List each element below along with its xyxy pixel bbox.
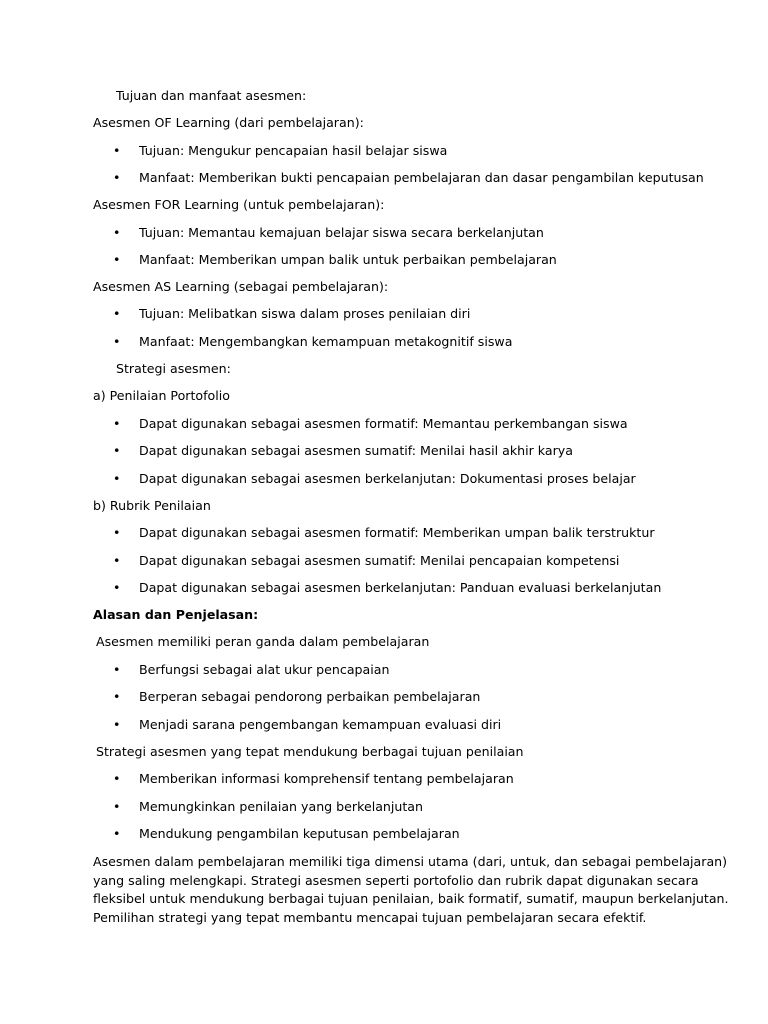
- list-item-text: Menjadi sarana pengembangan kemampuan evaluasi diri: [139, 717, 502, 732]
- paragraph-line: yang saling melengkapi. Strategi asesmen seperti portofolio dan rubrik dapat digunakan secara: [93, 872, 699, 888]
- bullet-icon: •: [113, 525, 121, 540]
- list-item-text: Dapat digunakan sebagai asesmen sumatif: Menilai pencapaian kompetensi: [139, 553, 620, 568]
- closing-paragraph: [93, 853, 729, 927]
- bullet-icon: •: [113, 826, 121, 841]
- bullet-icon: •: [113, 717, 121, 732]
- list-item-text: Manfaat: Memberikan umpan balik untuk perbaikan pembelajaran: [139, 252, 557, 267]
- section-title-portfolio: a) Penilaian Portofolio: [93, 388, 230, 403]
- bullet-icon: •: [113, 689, 121, 704]
- section-title-as-learning: Asesmen AS Learning (sebagai pembelajaran):: [93, 279, 389, 294]
- bullet-icon: •: [113, 170, 121, 185]
- support-title: Strategi asesmen yang tepat mendukung berbagai tujuan penilaian: [96, 744, 524, 759]
- list-item-text: Berfungsi sebagai alat ukur pencapaian: [139, 662, 390, 677]
- bullet-icon: •: [113, 306, 121, 321]
- bullet-icon: •: [113, 553, 121, 568]
- list-item-text: Memberikan informasi komprehensif tentang pembelajaran: [139, 771, 514, 786]
- list-item-text: Dapat digunakan sebagai asesmen formatif: Memantau perkembangan siswa: [139, 416, 628, 431]
- section-title-of-learning: Asesmen OF Learning (dari pembelajaran):: [93, 115, 364, 130]
- paragraph-line: fleksibel untuk mendukung berbagai tujuan penilaian, baik formatif, sumatif, maupun berkelanjutan.: [93, 891, 729, 906]
- list-item-text: Memungkinkan penilaian yang berkelanjutan: [139, 799, 424, 814]
- list-item-text: Berperan sebagai pendorong perbaikan pembelajaran: [139, 689, 481, 704]
- bullet-icon: •: [113, 771, 121, 786]
- bullet-icon: •: [113, 416, 121, 431]
- list-item-text: Dapat digunakan sebagai asesmen berkelanjutan: Panduan evaluasi berkelanjutan: [139, 580, 662, 595]
- heading-strategy: Strategi asesmen:: [116, 361, 231, 376]
- bullet-icon: •: [113, 252, 121, 267]
- bullet-icon: •: [113, 799, 121, 814]
- bullet-icon: •: [113, 580, 121, 595]
- bullet-icon: •: [113, 334, 121, 349]
- bullet-icon: •: [113, 225, 121, 240]
- bullet-icon: •: [113, 443, 121, 458]
- list-item-text: Mendukung pengambilan keputusan pembelajaran: [139, 826, 460, 841]
- list-item-text: Dapat digunakan sebagai asesmen sumatif: Menilai hasil akhir karya: [139, 443, 573, 458]
- list-item-text: Tujuan: Melibatkan siswa dalam proses penilaian diri: [139, 306, 471, 321]
- bullet-icon: •: [113, 471, 121, 486]
- paragraph-line: Asesmen dalam pembelajaran memiliki tiga dimensi utama (dari, untuk, dan sebagai pembelajaran): [93, 854, 728, 869]
- section-title-for-learning: Asesmen FOR Learning (untuk pembelajaran):: [93, 197, 385, 212]
- list-item-text: Dapat digunakan sebagai asesmen formatif: Memberikan umpan balik terstruktur: [139, 525, 655, 540]
- bullet-icon: •: [113, 662, 121, 677]
- reasons-heading: Alasan dan Penjelasan:: [93, 607, 259, 622]
- bullet-icon: •: [113, 143, 121, 158]
- heading-goals: Tujuan dan manfaat asesmen:: [116, 88, 307, 103]
- section-title-rubric: b) Rubrik Penilaian: [93, 498, 211, 513]
- list-item-text: Tujuan: Mengukur pencapaian hasil belajar siswa: [139, 143, 448, 158]
- list-item-text: Dapat digunakan sebagai asesmen berkelanjutan: Dokumentasi proses belajar: [139, 471, 636, 486]
- list-item-text: Tujuan: Memantau kemajuan belajar siswa secara berkelanjutan: [139, 225, 544, 240]
- list-item-text: Manfaat: Memberikan bukti pencapaian pembelajaran dan dasar pengambilan keputusan: [139, 170, 704, 185]
- dual-role-title: Asesmen memiliki peran ganda dalam pembelajaran: [96, 634, 430, 649]
- paragraph-line: Pemilihan strategi yang tepat membantu mencapai tujuan pembelajaran secara efektif.: [93, 909, 647, 925]
- list-item-text: Manfaat: Mengembangkan kemampuan metakognitif siswa: [139, 334, 513, 349]
